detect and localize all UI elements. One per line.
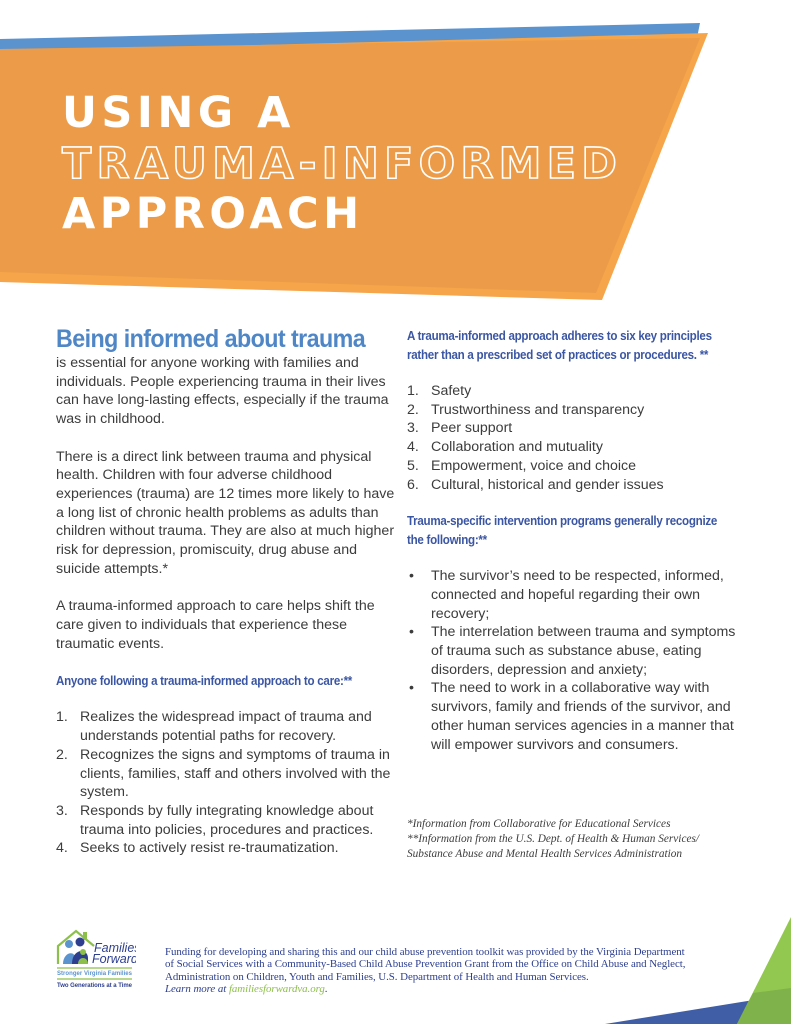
logo-name-line-2: Forward (92, 952, 136, 966)
list-number: 4. (56, 840, 68, 857)
intro-paragraph: is essential for anyone working with families and individuals. People experiencing trauma in their lives can have long-lasting effects, especially if the trauma was in childhood. (56, 355, 389, 428)
footnote-2-line-1: **Information from the U.S. Dept. of Health & Human Services/ (407, 833, 700, 845)
footnote-2-line-2: Substance Abuse and Mental Health Services Administration (407, 848, 683, 860)
corner-blue-wedge (605, 994, 791, 1024)
list-text: Collaboration and mutuality (431, 439, 603, 456)
principle-item (407, 382, 742, 401)
logo-tagline-2: Two Generations at a Time (57, 983, 132, 989)
intervention-item (407, 623, 742, 679)
intervention-list (407, 567, 742, 754)
principle-item (407, 438, 742, 457)
list-number: 3. (56, 802, 68, 819)
bullet-icon: • (409, 624, 414, 641)
list-text: Realizes the widespread impact of trauma and understands potential paths for recovery. (80, 709, 372, 745)
intervention-subheading-line-1: Trauma-specific intervention programs generally recognize (407, 514, 718, 529)
list-number: 2. (407, 401, 419, 418)
list-text: Empowerment, voice and choice (431, 457, 637, 474)
corner-green-triangle (737, 917, 791, 1024)
list-number: 3. (407, 420, 419, 437)
list-text: The survivor’s need to be respected, informed, connected and hopeful regarding their own recovery; (431, 568, 724, 622)
list-number: 4. (407, 439, 419, 456)
footnote-1: *Information from Collaborative for Educational Services (407, 818, 671, 830)
principle-item (407, 419, 742, 438)
funding-line-1: Funding for developing and sharing this and our child abuse prevention toolkit was provided by the Virginia Department (165, 946, 685, 958)
principles-list (407, 382, 742, 494)
care-list-item (56, 802, 396, 839)
funding-line-2: of Social Services with a Community-Based Child Abuse Prevention Grant from the Office on Child Abuse and Neglect, (165, 958, 686, 971)
list-text: Peer support (431, 420, 513, 437)
title-line-2: TRAUMA-INFORMED (62, 138, 623, 189)
learn-more-label: Learn more at (165, 983, 229, 996)
logo-name-line-1: Families (94, 941, 136, 955)
care-list (56, 708, 396, 858)
logo-graphic (56, 928, 136, 994)
list-number: 1. (56, 709, 68, 726)
principle-item (407, 457, 742, 476)
list-number: 2. (56, 746, 68, 763)
corner-green-overlap (737, 988, 791, 1024)
list-text: Safety (431, 383, 472, 399)
intervention-item (407, 679, 742, 754)
learn-more (165, 983, 745, 995)
list-text: Trustworthiness and transparency (431, 401, 645, 418)
principle-item (407, 476, 742, 495)
approach-paragraph: A trauma-informed approach to care helps shift the care given to individuals that experience these traumatic events. (56, 598, 375, 652)
bullet-icon: • (409, 680, 414, 697)
health-link-paragraph: There is a direct link between trauma and physical health. Children with four adverse childhood experiences (trauma) are 12 times more likely to have a long list of chronic health problems as adults than children without trauma. They are also at much higher risk for depression, promiscuity, drug abuse and suicide attempts.* (56, 448, 395, 577)
intervention-item (407, 567, 742, 623)
title-line-1: USING A (62, 88, 295, 138)
link-period: . (324, 983, 328, 996)
list-text: The need to work in a collaborative way with survivors, family and friends of the survivor, and other human services agencies in a manner that will empower survivors and consumers. (431, 680, 734, 753)
list-text: Recognizes the signs and symptoms of trauma in clients, families, staff and others involved with the system. (80, 746, 391, 801)
page-title (62, 88, 622, 240)
website-link[interactable]: familiesforwardva.org (228, 983, 325, 996)
list-number: 5. (407, 457, 419, 474)
intervention-subheading-line-2: the following:** (407, 532, 487, 547)
care-list-item (56, 746, 396, 802)
principles-subheading-line-2: rather than a prescribed set of practices or procedures. ** (407, 347, 709, 362)
families-forward-logo (56, 928, 136, 994)
principles-subheading-line-1: A trauma-informed approach adheres to six key principles (407, 329, 712, 343)
care-list-item (56, 708, 396, 745)
list-text: Seeks to actively resist re-traumatization. (80, 840, 339, 857)
list-text: Responds by fully integrating knowledge about trauma into policies, procedures and practices. (80, 802, 374, 838)
title-line-3: APPROACH (62, 189, 364, 239)
care-subheading: Anyone following a trauma-informed approach to care:** (56, 673, 353, 688)
list-text: The interrelation between trauma and symptoms of trauma such as substance abuse, eating disorders, depression and anxiety; (431, 624, 736, 678)
left-column (56, 324, 396, 858)
principle-item (407, 401, 742, 420)
care-list-item (56, 839, 396, 858)
funding-statement (165, 946, 745, 996)
list-text: Cultural, historical and gender issues (431, 476, 664, 493)
list-number: 6. (407, 476, 419, 493)
right-column (407, 327, 742, 754)
bullet-icon: • (409, 568, 414, 585)
logo-tagline-1: Stronger Virginia Families (57, 971, 132, 977)
lead-heading: Being informed about trauma (56, 325, 366, 353)
list-number: 1. (407, 383, 419, 399)
footnotes (407, 817, 699, 862)
funding-line-3: Administration on Children, Youth and Families, U.S. Department of Health and Human Services. (165, 970, 589, 983)
